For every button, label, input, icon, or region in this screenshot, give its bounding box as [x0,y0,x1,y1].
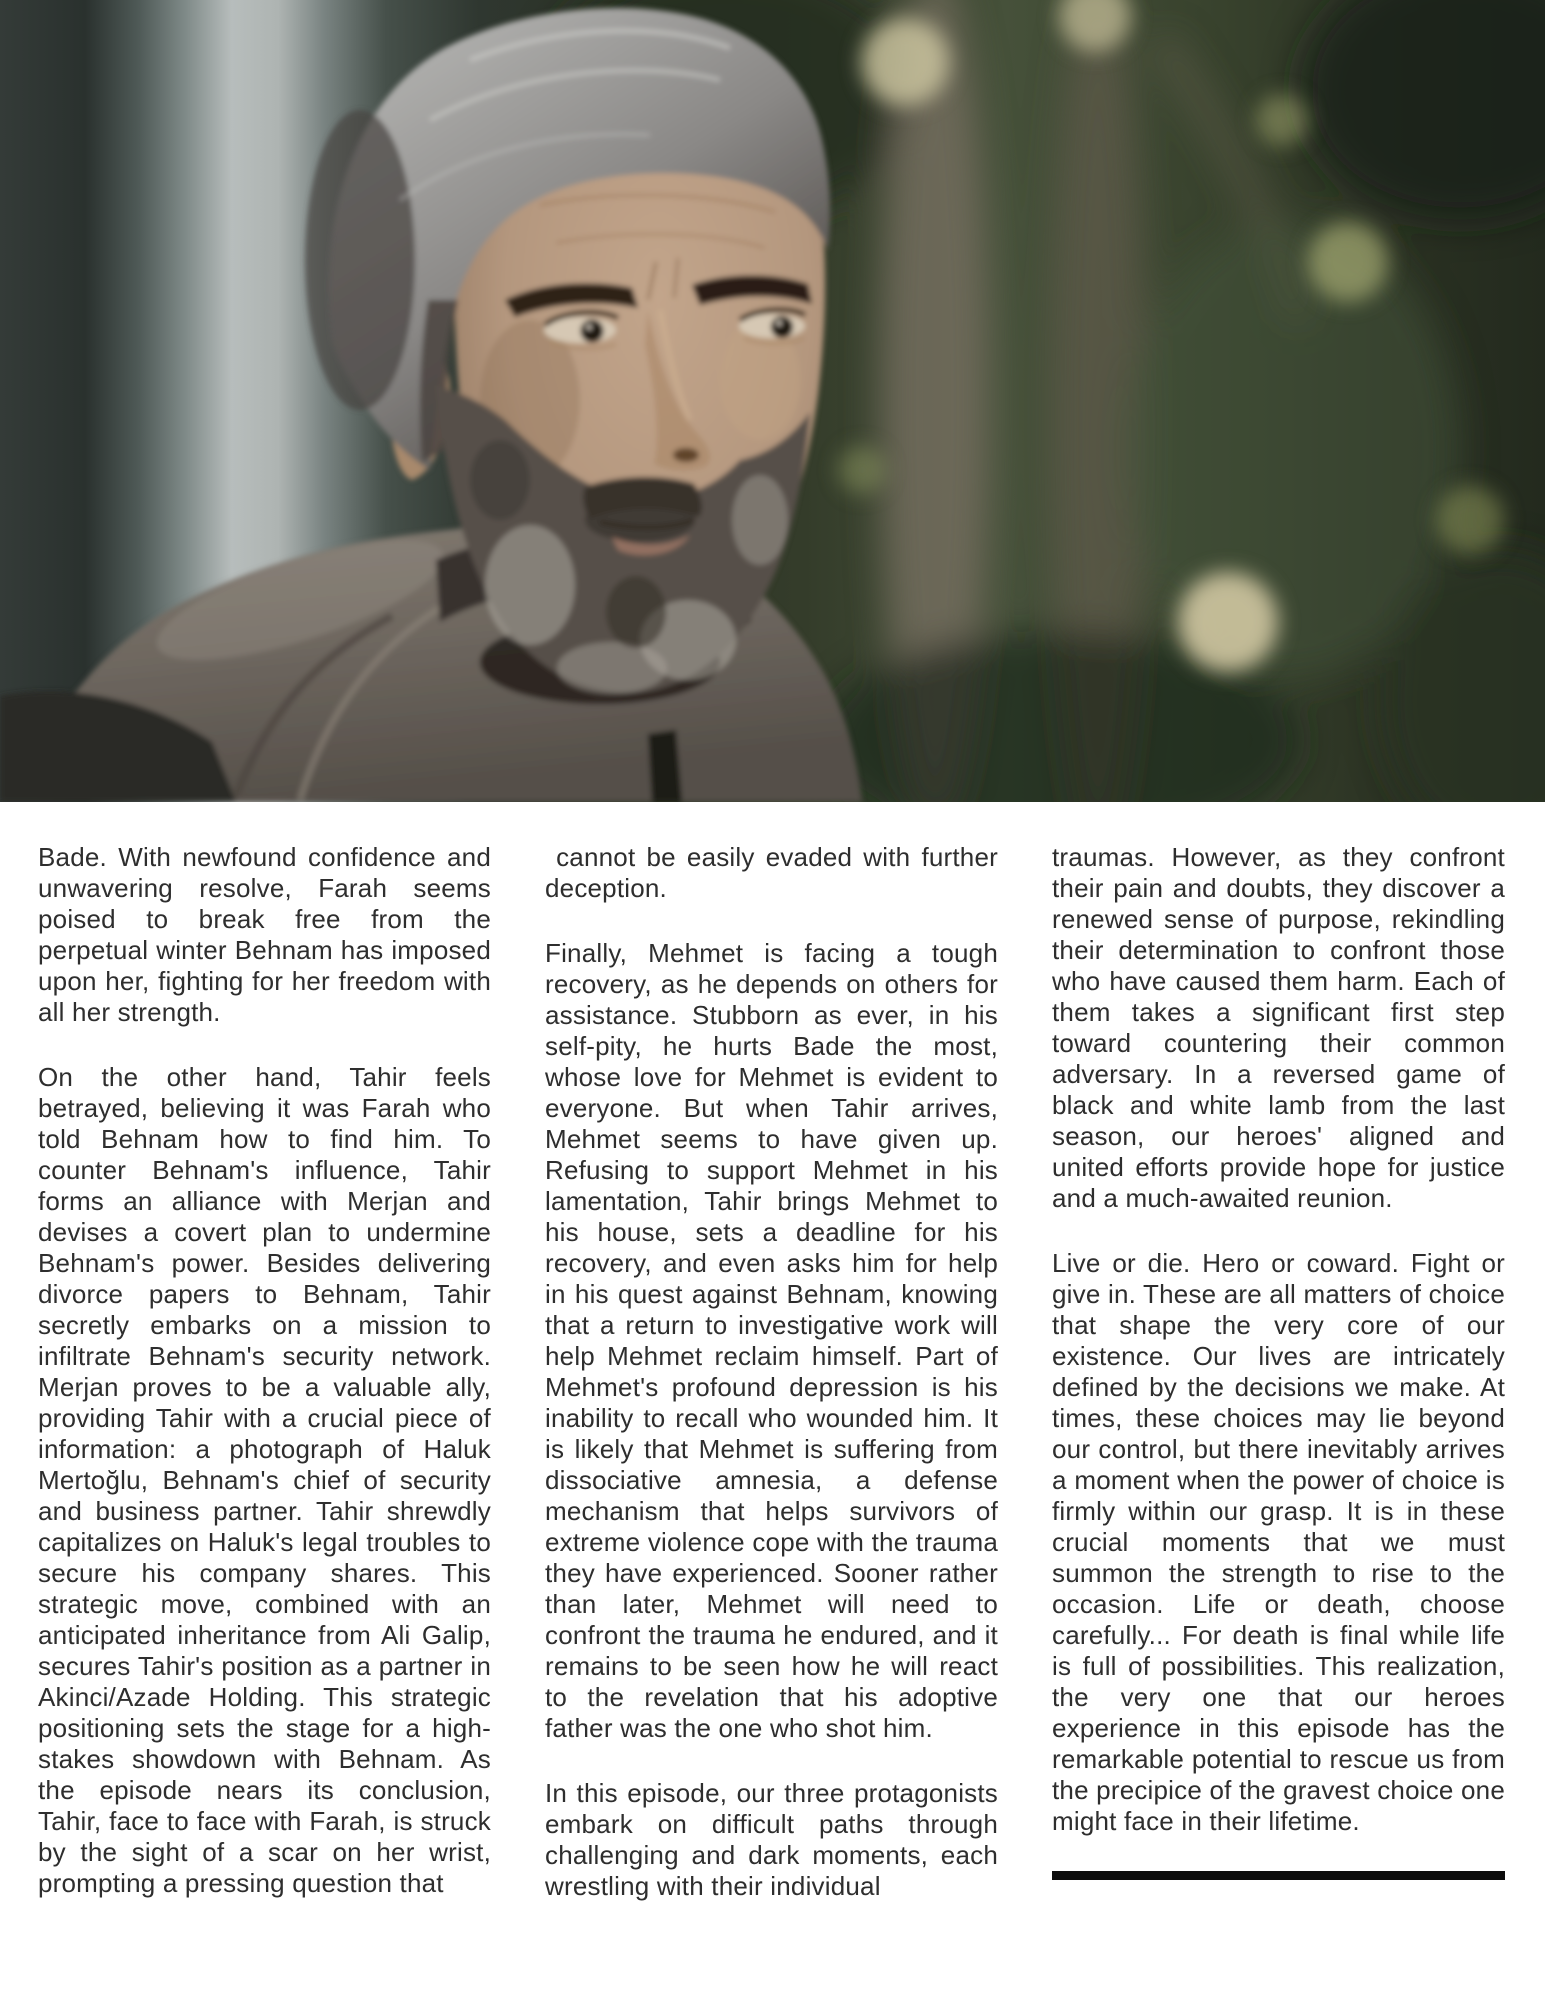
cheek-highlight [720,320,800,440]
paragraph: Finally, Mehmet is facing a tough recovery, as he depends on others for assistance. Stubborn as ever, in his self-pity, he hurts Bade the most, whose love for Mehmet is evident to everyone. But when Tahir arrives, Mehmet seems to have given up. Refusing to support Mehmet in his lamentation, Tahir brings Mehmet to his house, sets a deadline for his recovery, and even asks him for help in his quest against Behnam, knowing that a return to investigative work will help Mehmet reclaim himself. Part of Mehmet's profound depression is his inability to recall who wounded him. It is likely that Mehmet is suffering from dissociative amnesia, a defense mechanism that helps survivors of extreme violence cope with the trauma they have experienced. Sooner rather than later, Mehmet will need to confront the trauma he endured, and it remains to be seen how he will react to the revelation that his adoptive father was the one who shot him. [545,938,998,1743]
paragraph: cannot be easily evaded with further deception. [545,842,998,903]
beard-dark-patch [606,576,666,648]
paragraph: Live or die. Hero or coward. Fight or give in. These are all matters of choice that shape the very core of our existence. Our lives are intricately defined by the decisions we make. At times, these choices may lie beyond our control, but there inevitably arrives a moment when the power of choice is firmly within our grasp. It is in these crucial moments that we must summon the strength to rise to the occasion. Life or death, choose carefully... For death is final while life is full of possibilities. This realization, the very one that our heroes experience in this episode has the remarkable potential to rescue us from the precipice of the gravest choice one might face in their lifetime. [1052,1248,1505,1836]
beard-grey-patch [732,475,788,565]
article-column-2 [545,842,998,1936]
paragraph: traumas. However, as they confront their pain and doubts, they discover a renewed sense of purpose, rekindling their determination to confront those who have caused them harm. Each of them takes a significant first step toward countering their common adversary. In a reversed game of black and white lamb from the last season, our heroes' aligned and united efforts provide hope for justice and a much-awaited reunion. [1052,842,1505,1213]
bokeh-circle [838,446,886,494]
bokeh-circle [861,18,949,106]
beard-grey-patch [485,525,575,645]
bokeh-circle [1178,572,1278,672]
paragraph: In this episode, our three protagonists embark on difficult paths through challenging and dark moments, each wrestling with their individual [545,1778,998,1901]
article-column-3 [1052,842,1505,1936]
article-column-1 [38,842,491,1936]
iris-right [771,316,793,338]
end-of-article-rule [1052,1871,1505,1880]
paragraph: On the other hand, Tahir feels betrayed, believing it was Farah who told Behnam how to find him. To counter Behnam's influence, Tahir forms an alliance with Merjan and devises a covert plan to undermine Behnam's power. Besides delivering divorce papers to Behnam, Tahir secretly embarks on a mission to infiltrate Behnam's security network. Merjan proves to be a valuable ally, providing Tahir with a crucial piece of information: a photograph of Haluk Mertoğlu, Behnam's chief of security and business partner. Tahir shrewdly capitalizes on Haluk's legal troubles to secure his company shares. This strategic move, combined with an anticipated inheritance from Ali Galip, secures Tahir's position as a partner in Akinci/Azade Holding. This strategic positioning sets the stage for a high-stakes showdown with Behnam. As the episode nears its conclusion, Tahir, face to face with Farah, is struck by the sight of a scar on her wrist, prompting a pressing question that [38,1062,491,1898]
article-body [0,802,1545,1936]
iris-left [581,320,604,343]
eye-catchlight [586,324,592,330]
hair-dark-side [305,110,415,410]
paragraph: Bade. With newfound confidence and unwavering resolve, Farah seems poised to break free from the perpetual winter Behnam has imposed upon her, fighting for her freedom with all her strength. [38,842,491,1027]
bokeh-circle [1436,486,1504,554]
hero-photo [0,0,1545,802]
beard-dark-patch [470,440,530,520]
bokeh-circle [1308,222,1388,302]
nostril [673,448,699,462]
eye-catchlight [776,320,782,326]
beard-grey-patch [557,642,667,694]
bokeh-circle [1256,94,1308,146]
hero-photo-canvas [0,0,1545,802]
